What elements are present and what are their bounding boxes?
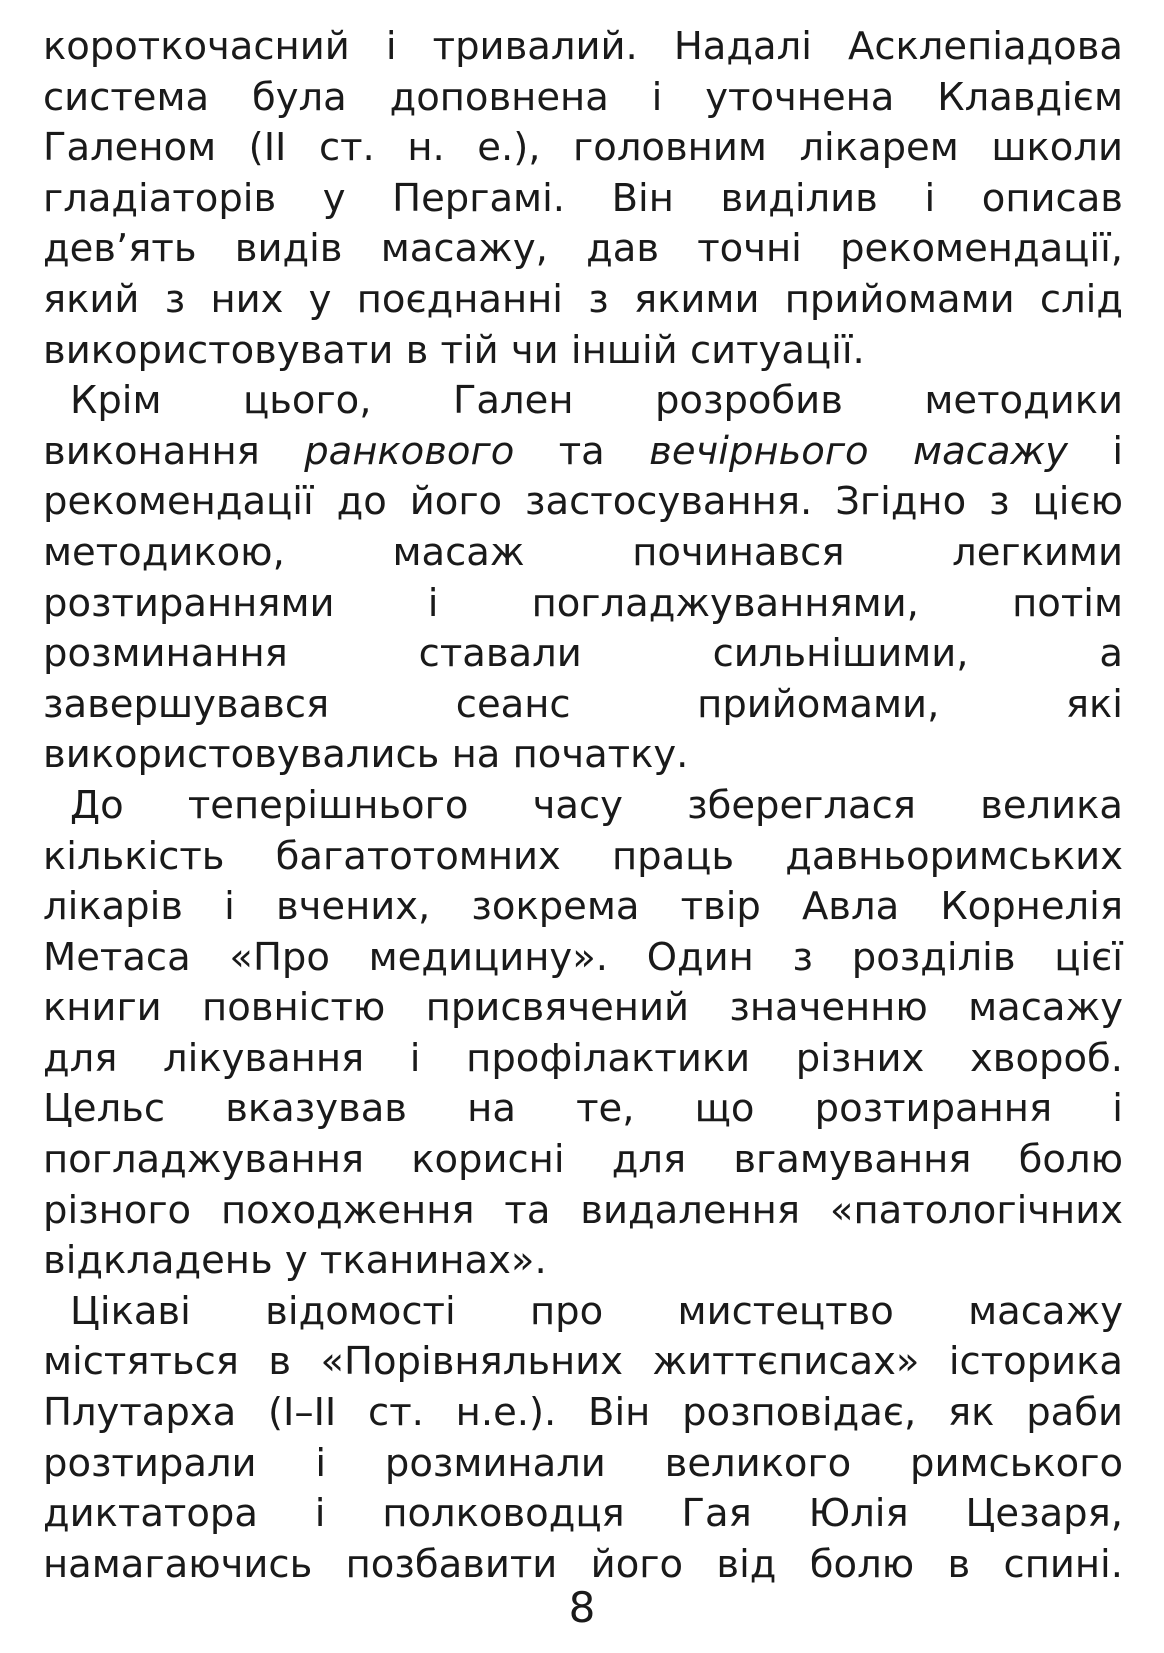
text-line: До теперішнього часу збереглася велика	[70, 782, 1123, 828]
text-line: дев’ять видів масажу, дав точні рекомендації,	[43, 226, 1123, 272]
emphasis-morning-massage: ранкового	[304, 428, 515, 474]
page-number: 8	[568, 1583, 596, 1632]
paragraph-1	[43, 22, 1123, 376]
text-line: використовувались на початку.	[43, 732, 689, 778]
text-line: Крім цього, Гален розробив методики	[70, 378, 1123, 424]
text-line: Цікаві відомості про мистецтво масажу	[70, 1288, 1123, 1334]
text-line: лікарів і вчених, зокрема твір Авла Корнелія	[43, 884, 1123, 930]
text-line-with-emphasis	[43, 427, 1123, 478]
paragraph-4	[43, 1287, 1123, 1591]
text-line: погладжування корисні для вгамування болю	[43, 1137, 1123, 1183]
text-line: намагаючись позбавити його від болю в спині.	[43, 1541, 1123, 1587]
paragraph-2	[43, 376, 1123, 781]
text-segment: виконання	[43, 428, 305, 474]
text-line: який з них у поєднанні з якими прийомами слід	[43, 276, 1123, 322]
text-line: методикою, масаж починався легкими	[43, 529, 1123, 575]
text-line: різного походження та видалення «патологічних	[43, 1187, 1123, 1233]
emphasis-evening-massage: вечірнього масажу	[649, 428, 1068, 474]
paragraph-3	[43, 781, 1123, 1287]
text-segment: і	[1067, 428, 1124, 474]
text-line: система була доповнена і уточнена Клавдієм	[43, 74, 1123, 120]
text-line: Цельс вказував на те, що розтирання і	[43, 1086, 1123, 1132]
text-line: використовувати в тій чи іншій ситуації.	[43, 327, 865, 373]
text-line: для лікування і профілактики різних хвороб.	[43, 1035, 1123, 1081]
text-line: Плутарха (I–II ст. н.е.). Він розповідає, як раби	[43, 1390, 1123, 1436]
text-line: завершувався сеанс прийомами, які	[43, 681, 1123, 727]
text-line: розтираннями і погладжуваннями, потім	[43, 580, 1123, 626]
text-line: гладіаторів у Пергамі. Він виділив і описав	[43, 175, 1123, 221]
text-line: книги повністю присвячений значенню масажу	[43, 985, 1123, 1031]
body-text	[43, 22, 1123, 1590]
text-line: розтирали і розминали великого римського	[43, 1440, 1123, 1486]
text-line: короткочасний і тривалий. Надалі Асклепіадова	[43, 24, 1123, 69]
text-line: Метаса «Про медицину». Один з розділів цієї	[43, 934, 1123, 980]
text-line: Галеном (II ст. н. е.), головним лікарем школи	[43, 125, 1123, 171]
text-line: відкладень у тканинах».	[43, 1238, 547, 1284]
text-line: містяться в «Порівняльних життєписах» історика	[43, 1339, 1123, 1385]
text-line: рекомендації до його застосування. Згідно з цією	[43, 479, 1123, 525]
text-line: диктатора і полководця Гая Юлія Цезаря,	[43, 1491, 1123, 1537]
text-line: розминання ставали сильнішими, а	[43, 631, 1123, 677]
text-segment: та	[514, 428, 650, 474]
text-line: кількість багатотомних праць давньоримських	[43, 833, 1123, 879]
